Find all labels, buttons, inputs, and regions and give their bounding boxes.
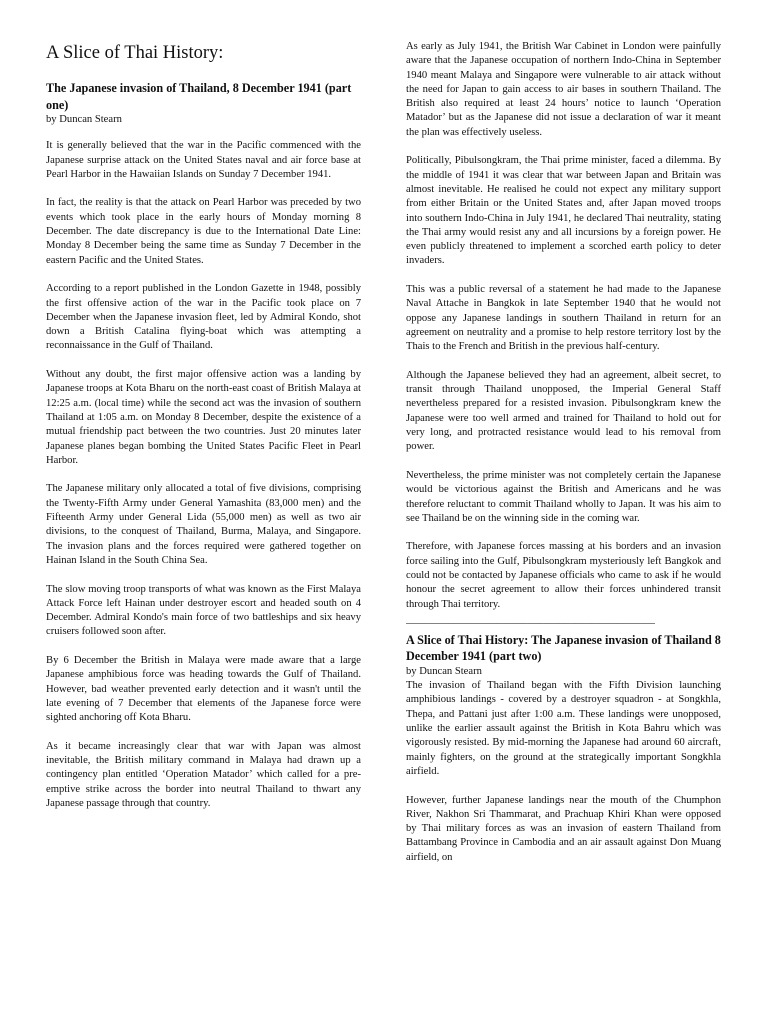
body-paragraph: The slow moving troop transports of what was known as the First Malaya Attack Force left Hainan under destroyer escort and headed south on 4 December. Admiral Kondo's main force of two battleships and six heavy cruisers followed soon after.: [46, 583, 361, 638]
body-paragraph: Politically, Pibulsongkram, the Thai prime minister, faced a dilemma. By the middle of 1941 it was clear that war between Japan and Britain was almost inevitable. He realised he could not expect any military support from either Britain or the United States and, after Japan moved troops into southern Indo-China in July 1941, he declared Thai neutrality, stating the Thai army would resist any and all incursions by a foreign power. He even publicly threatened to implement a scorched earth policy to deter invaders.: [406, 155, 721, 267]
article-two-title: A Slice of Thai History: The Japanese invasion of Thailand 8 December 1941 (part two): [406, 632, 721, 664]
body-paragraph: However, further Japanese landings near the mouth of the Chumphon River, Nakhon Sri Thammarat, and Prachuap Khiri Khan were opposed by Thai military forces as was an invasion of eastern Thailand from Battambang Province in Cambodia and an air assault against Don Muang airfield, on: [406, 794, 721, 863]
article-one-byline: by Duncan Stearn: [46, 114, 122, 125]
body-paragraph: According to a report published in the London Gazette in 1948, possibly the first offensive action of the war in the Pacific took place on 7 December when the Japanese invasion fleet, led by Admiral Kondo, shot down a British Catalina flying-boat which was attempting a reconnaissance in the Gulf of Thailand.: [46, 283, 361, 352]
left-column: [46, 40, 361, 811]
body-paragraph: This was a public reversal of a statement he had made to the Japanese Naval Attache in Bangkok in late September 1940 that he would not oppose any Japanese landings in southern Thailand in return for an agreement on neutrality and a promise to help restore territory lost by the Thais to the French and British in the previous half-century.: [406, 284, 721, 353]
body-paragraph: Without any doubt, the first major offensive action was a landing by Japanese troops at Kota Bharu on the north-east coast of British Malaya at 12:25 a.m. (local time) while the second act was the invasion of southern Thailand at 1:05 a.m. on Monday 8 December, despite the existence of a mutual friendship pact between the two countries. Just 20 minutes later Japanese planes began bombing the United States Pacific Fleet in Pearl Harbor.: [46, 369, 361, 466]
body-paragraph: Although the Japanese believed they had an agreement, albeit secret, to transit through Thailand unopposed, the Imperial General Staff nevertheless prepared for a resisted invasion. Pibulsongkram knew the Japanese were too well armed and trained for Thailand to hold out for very long, and protracted resistance would lead to his removal from power.: [406, 369, 721, 453]
body-paragraph: By 6 December the British in Malaya were made aware that a large Japanese amphibious force was heading towards the Gulf of Thailand. However, bad weather prevented early detection and it wasn't until the late evening of 7 December that elements of the Japanese force were sighted anchoring off Kota Bharu.: [46, 654, 361, 724]
body-paragraph: As it became increasingly clear that war with Japan was almost inevitable, the British military command in Malaya had drawn up a contingency plan entitled ‘Operation Matador’ which called for a pre-emptive strike across the border into neutral Thailand to thwart any Japanese passage through that country.: [46, 740, 361, 809]
body-paragraph: The Japanese military only allocated a total of five divisions, comprising the Twenty-Fifth Army under General Yamashita (83,000 men) and the Fifteenth Army under General Lida (55,000 men) as well as two air divisions, to the conquest of Thailand, Burma, Malaya, and Singapore. The invasion plans and the forces required were gathered together on Hainan Island in the South China Sea.: [46, 483, 361, 566]
article-one-title: The Japanese invasion of Thailand, 8 December 1941 (part one): [46, 81, 352, 112]
body-paragraph: Therefore, with Japanese forces massing at his borders and an invasion force sailing into the Gulf, Pibulsongkram mysteriously left Bangkok and could not be contacted by Japanese officials who came to ask if he would honour the secret agreement to allow their forces unhindered transit through Thai territory.: [406, 541, 721, 610]
right-column: [406, 40, 721, 865]
document-title: A Slice of Thai History:: [46, 43, 224, 63]
body-paragraph: The invasion of Thailand began with the Fifth Division launching amphibious landings - covered by a destroyer squadron - at Songkhla, Thepa, and Pattani just after 1:00 a.m. These landings were unopposed, unlike the earlier assault against the British in Kota Bahru which was vigorously resisted. By mid-morning the Japanese had around 60 aircraft, mainly fighters, on the ground at the strategically important Songkhla airfield.: [406, 680, 721, 777]
article-two-byline: by Duncan Stearn: [406, 665, 482, 677]
body-paragraph: As early as July 1941, the British War Cabinet in London were painfully aware that the Japanese occupation of northern Indo-China in September 1940 meant Malaya and Singapore were vulnerable to air attack without the need for Japan to gain access to air bases in southern Thailand. The British also required at least 24 hours’ notice to launch ‘Operation Matador’ but as the Japanese did not issue a declaration of war it meant the plan was effectively useless.: [406, 41, 721, 138]
body-paragraph: In fact, the reality is that the attack on Pearl Harbor was preceded by two events which took place in the early hours of Monday morning 8 December. The date discrepancy is due to the International Date Line: Monday 8 December being the same time as Sunday 7 December in the eastern Pacific and the United States.: [46, 197, 361, 266]
section-divider: _______________________________________________: [406, 613, 655, 625]
body-paragraph: Nevertheless, the prime minister was not completely certain the Japanese would be victorious against the British and Americans and he was therefore reluctant to commit Thailand wholly to Japan. It was his aim to see Thailand be on the winning side in the coming war.: [406, 469, 721, 524]
body-paragraph: It is generally believed that the war in the Pacific commenced with the Japanese surprise attack on the United States naval and air force base at Pearl Harbor in the Hawaiian Islands on Sunday 7 December 1941.: [46, 140, 361, 180]
